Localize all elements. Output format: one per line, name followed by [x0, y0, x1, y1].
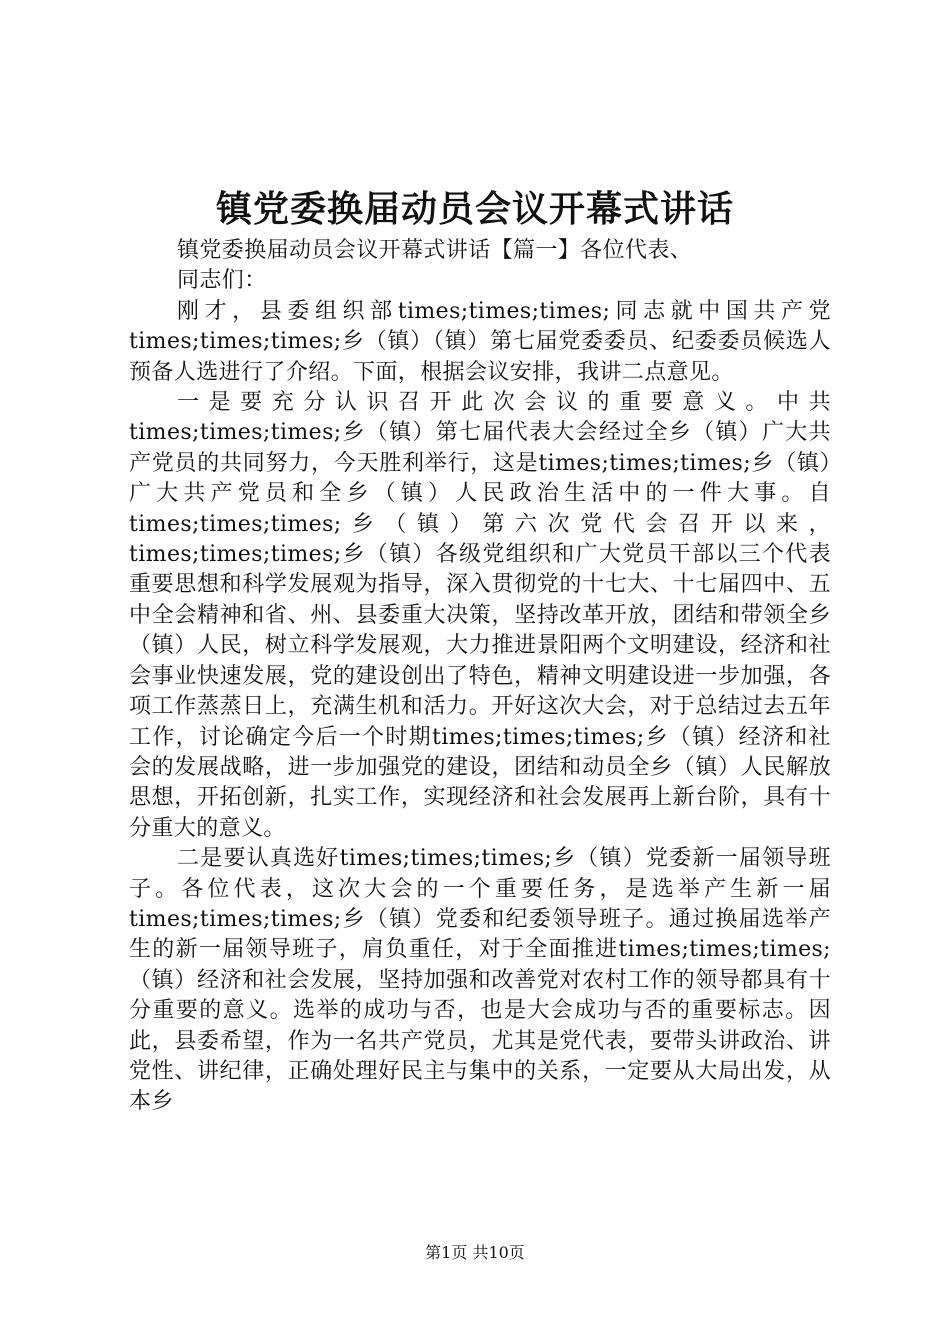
page-number-footer: 第1页 共10页 — [425, 1243, 525, 1262]
salutation: 同志们： — [177, 268, 267, 294]
paragraph-point-one: 一是要充分认识召开此次会议的重要意义。中共times;times;times;乡（镇）第七届代表大会经过全乡（镇）广大共产党员的共同努力，今天胜利举行，这是times;times;times;乡（镇）广大共产党员和全乡（镇）人民政治生活中的一件大事。自times;times;times;乡（镇）第六次党代会召开以来，times;times;times;乡（镇）各级党组织和广大党员干部以三个代表重要思想和科学发展观为指导，深入贯彻党的十七大、十七届四中、五中全会精神和省、州、县委重大决策，坚持改革开放，团结和带领全乡（镇）人民，树立科学发展观，大力推进景阳两个文明建设，经济和社会事业快速发展，党的建设创出了特色，精神文明建设进一步加强，各项工作蒸蒸日上，充满生机和活力。开好这次大会，对于总结过去五年工作，讨论确定今后一个时期times;times;times;乡（镇）经济和社会的发展战略，进一步加强党的建设，团结和动员全乡（镇）人民解放思想，开拓创新，扎实工作，实现经济和社会发展再上新台阶，具有十分重大的意义。 — [129, 390, 831, 841]
heading-line: 镇党委换届动员会议开幕式讲话【篇一】各位代表、 — [177, 238, 693, 263]
document-title: 镇党委换届动员会议开幕式讲话 — [215, 188, 734, 230]
document-body — [129, 236, 831, 1118]
paragraph-intro: 刚才，县委组织部times;times;times;同志就中国共产党times;times;times;乡（镇）（镇）第七届党委委员、纪委委员候选人预备人选进行了介绍。下面，根据会议安排，我讲二点意见。 — [129, 298, 831, 385]
paragraph-point-two: 二是要认真选好times;times;times;乡（镇）党委新一届领导班子。各位代表，这次大会的一个重要任务，是选举产生新一届times;times;times;乡（镇）党委和纪委领导班子。通过换届选举产生的新一届领导班子，肩负重任，对于全面推进times;times;times;（镇）经济和社会发展，坚持加强和改善党对农村工作的领导都具有十分重要的意义。选举的成功与否，也是大会成功与否的重要标志。因此，县委希望，作为一名共产党员，尤其是党代表，要带头讲政治、讲党性、讲纪律，正确处理好民主与集中的关系，一定要从大局出发，从本乡 — [129, 846, 831, 1115]
